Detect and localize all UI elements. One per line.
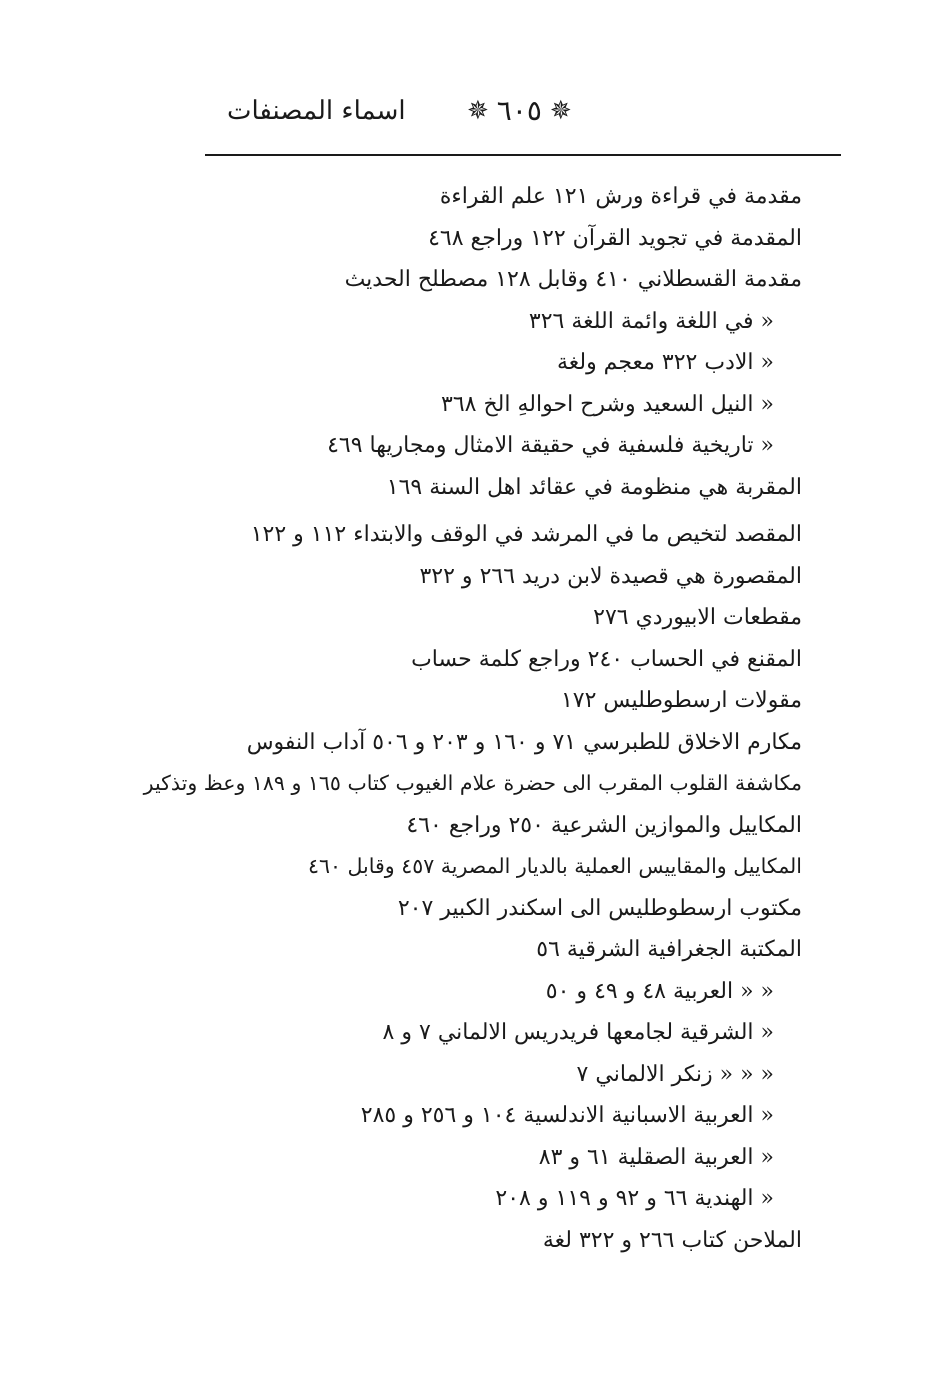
index-entry: المقصورة هي قصيدة لابن دريد ٢٦٦ و ٣٢٢ bbox=[419, 563, 802, 589]
index-entry: « العربية الاسبانية الاندلسية ١٠٤ و ٢٥٦ و ٢٨٥ bbox=[360, 1103, 774, 1128]
index-entry: المكاييل والموازين الشرعية ٢٥٠ وراجع ٤٦٠ bbox=[406, 812, 802, 838]
index-entry: « الهندية ٦٦ و ٩٢ و ١١٩ و ٢٠٨ bbox=[495, 1186, 774, 1211]
index-entry: « النيل السعيد وشرح احوالهِ الخ ٣٦٨ bbox=[441, 391, 774, 417]
page-number-group bbox=[467, 94, 572, 127]
header-rule bbox=[205, 154, 841, 156]
index-entry: « « العربية ٤٨ و ٤٩ و ٥٠ bbox=[545, 978, 774, 1004]
index-entry: مكارم الاخلاق للطبرسي ٧١ و ١٦٠ و ٢٠٣ و ٥٠٦ آداب النفوس bbox=[246, 729, 802, 755]
index-entry: المقنع في الحساب ٢٤٠ وراجع كلمة حساب bbox=[411, 646, 802, 672]
index-entry: المكاييل والمقاييس العملية بالديار المصرية ٤٥٧ وقابل ٤٦٠ bbox=[307, 854, 802, 878]
index-entry: مكتوب ارسطوطليس الى اسكندر الكبير ٢٠٧ bbox=[397, 895, 802, 921]
index-entry: المقصد لتخيص ما في المرشد في الوقف والابتداء ١١٢ و ١٢٢ bbox=[250, 522, 802, 547]
index-entry: « العربية الصقلية ٦١ و ٨٣ bbox=[538, 1144, 774, 1170]
index-entry: مقولات ارسطوطليس ١٧٢ bbox=[560, 688, 802, 713]
page-number: ٦٠٥ bbox=[496, 94, 542, 127]
index-entry: الملاحن كتاب ٢٦٦ و ٣٢٢ لغة bbox=[542, 1227, 802, 1253]
index-entry: مقدمة القسطلاني ٤١٠ وقابل ١٢٨ مصطلح الحديث bbox=[344, 267, 802, 292]
ornament-left-icon: ✵ bbox=[467, 95, 489, 126]
index-entry: « الشرقية لجامعها فريدريس الالماني ٧ و ٨ bbox=[382, 1020, 774, 1045]
index-entry: مكاشفة القلوب المقرب الى حضرة علام الغيوب كتاب ١٦٥ و ١٨٩ وعظ وتذكير bbox=[143, 771, 802, 795]
ornament-right-icon: ✵ bbox=[549, 95, 572, 126]
index-entry: مقطعات الابيوردي ٢٧٦ bbox=[593, 605, 802, 630]
index-entry: « « « زنكر الالماني ٧ bbox=[576, 1061, 774, 1087]
index-entries bbox=[143, 176, 802, 1261]
index-entry: المقربة هي منظومة في عقائد اهل السنة ١٦٩ bbox=[386, 474, 802, 500]
index-entry: مقدمة في قراءة ورش ١٢١ علم القراءة bbox=[439, 184, 802, 209]
index-entry: المكتبة الجغرافية الشرقية ٥٦ bbox=[536, 937, 802, 962]
index-entry: « في اللغة وائمة اللغة ٣٢٦ bbox=[528, 308, 774, 334]
index-entry: « الادب ٣٢٢ معجم ولغة bbox=[556, 350, 774, 375]
index-entry: المقدمة في تجويد القرآن ١٢٢ وراجع ٤٦٨ bbox=[428, 225, 802, 251]
running-title: اسماء المصنفات bbox=[227, 96, 406, 126]
page-header bbox=[205, 92, 841, 142]
index-entry: « تاريخية فلسفية في حقيقة الامثال ومجاريها ٤٦٩ bbox=[327, 433, 774, 458]
